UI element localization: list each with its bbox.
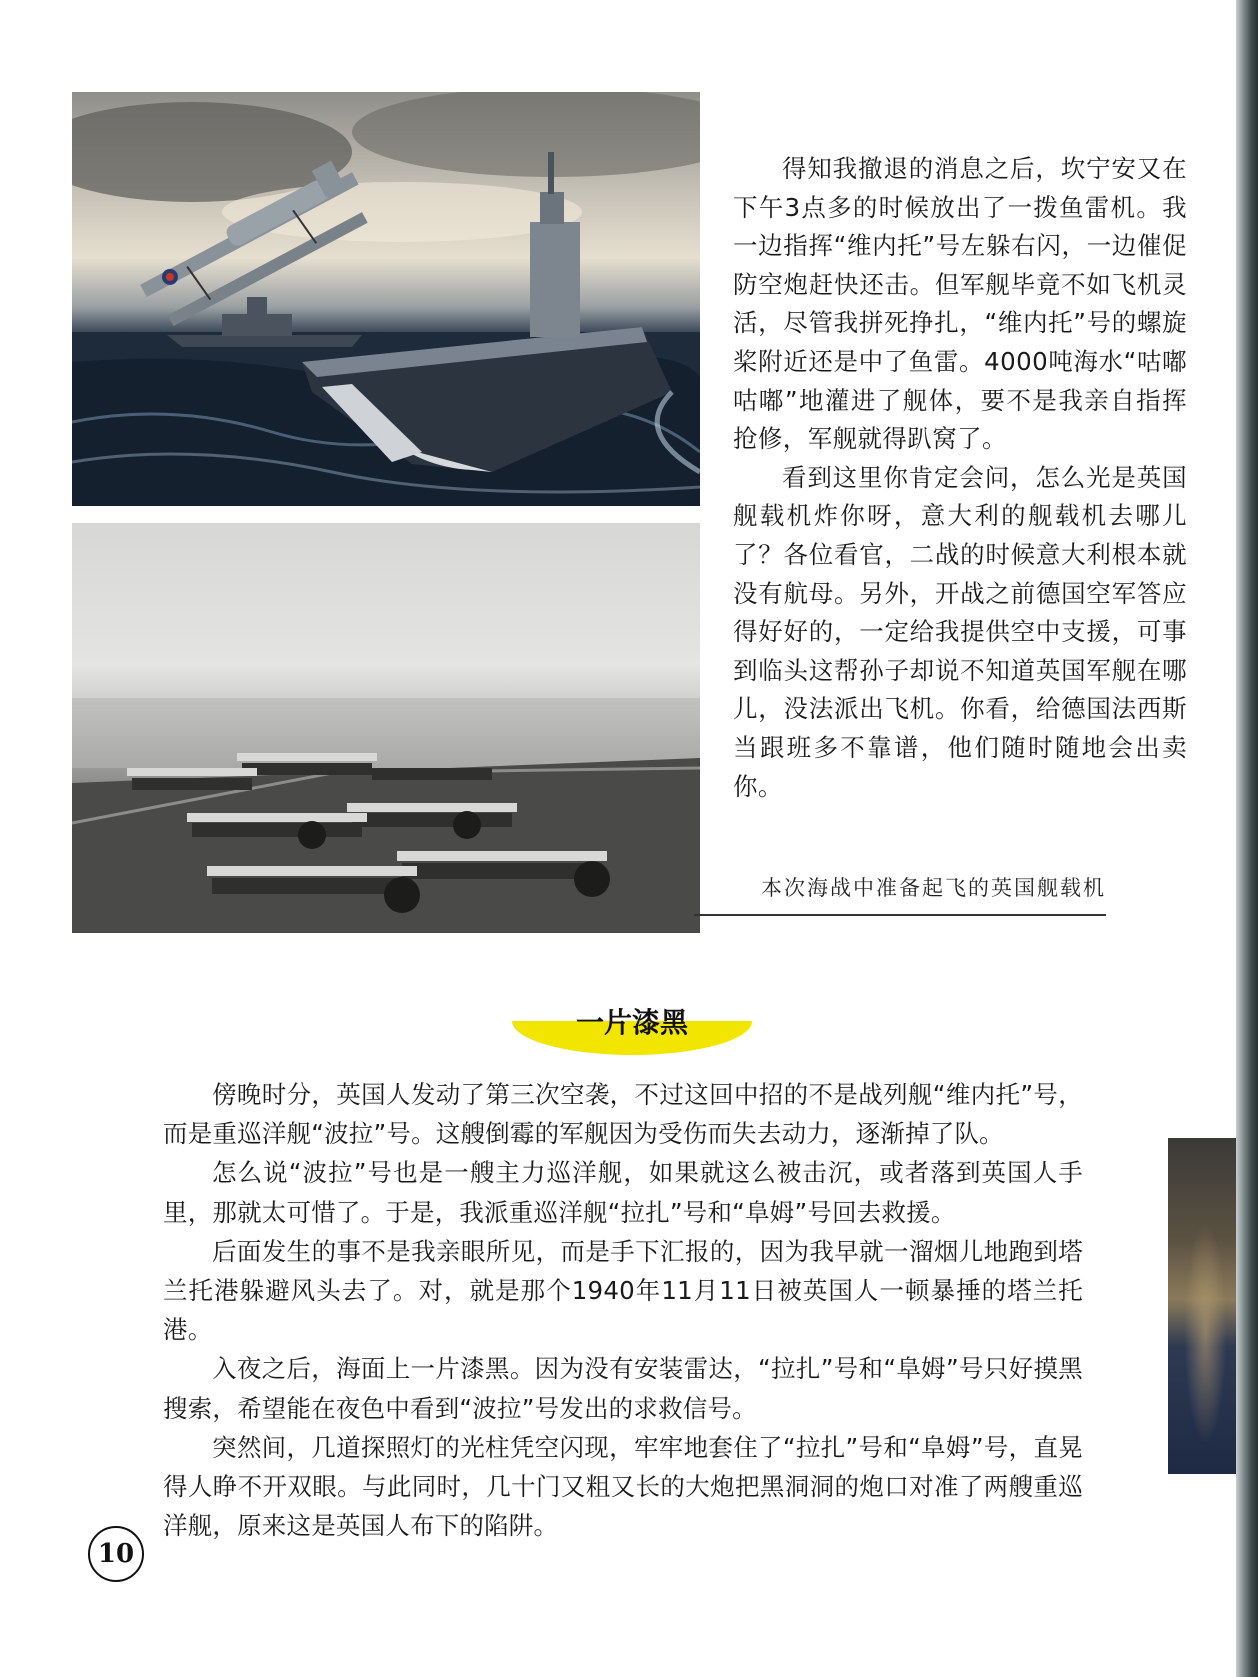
section-heading [512, 1003, 752, 1059]
top-paragraph: 看到这里你肯定会问，怎么光是英国舰载机炸你呀，意大利的舰载机去哪儿了？各位看官，二战的时候意大利根本就没有航母。另外，开战之前德国空军答应得好好的，一定给我提供空中支援，可事到临头这帮孙子却说不知道英国军舰在哪儿，没法派出飞机。你看，给德国法西斯当跟班多不靠谱，他们随时随地会出卖你。 [733, 462, 1187, 801]
body-paragraph: 傍晚时分，英国人发动了第三次空袭，不过这回中招的不是战列舰“维内托”号，而是重巡洋舰“波拉”号。这艘倒霉的军舰因为受伤而失去动力，逐渐掉了队。 [163, 1080, 1083, 1149]
top-text-column [733, 150, 1187, 806]
carrier-deck-aircraft-photo [72, 523, 700, 933]
photo-caption: 本次海战中准备起飞的英国舰载机 [761, 876, 1106, 900]
body-paragraph: 突然间，几道探照灯的光柱凭空闪现，牢牢地套住了“拉扎”号和“阜姆”号，直晃得人睁不开双眼。与此同时，几十门又粗又长的大炮把黑洞洞的炮口对准了两艘重巡洋舰，原来这是英国人布下的陷阱。 [163, 1432, 1083, 1541]
biplane-carrier-illustration [72, 92, 700, 506]
side-painting-image [1168, 1138, 1236, 1474]
page-number: 10 [88, 1526, 144, 1582]
carrier-deck-aircraft-illustration [72, 523, 700, 933]
body-paragraph: 入夜之后，海面上一片漆黑。因为没有安装雷达，“拉扎”号和“阜姆”号只好摸黑搜索，希望能在夜色中看到“波拉”号发出的求救信号。 [163, 1354, 1083, 1423]
body-paragraph: 后面发生的事不是我亲眼所见，而是手下汇报的，因为我早就一溜烟儿地跑到塔兰托港躲避风头去了。对，就是那个1940年11月11日被英国人一顿暴捶的塔兰托港。 [163, 1236, 1083, 1345]
section-title: 一片漆黑 [575, 1006, 688, 1039]
section-body [163, 1075, 1083, 1545]
caption-underline [694, 914, 1106, 916]
page-edge-strip [1236, 0, 1258, 1677]
biplane-carrier-painting [72, 92, 700, 506]
top-paragraph: 得知我撤退的消息之后，坎宁安又在下午3点多的时候放出了一拨鱼雷机。我一边指挥“维内托”号左躲右闪，一边催促防空炮赶快还击。但军舰毕竟不如飞机灵活，尽管我拼死挣扎，“维内托”号的螺旋桨附近还是中了鱼雷。4000吨海水“咕嘟咕嘟”地灌进了舰体，要不是我亲自指挥抢修，军舰就得趴窝了。 [733, 154, 1187, 454]
body-paragraph: 怎么说“波拉”号也是一艘主力巡洋舰，如果就这么被击沉，或者落到英国人手里，那就太可惜了。于是，我派重巡洋舰“拉扎”号和“阜姆”号回去救援。 [163, 1158, 1083, 1227]
